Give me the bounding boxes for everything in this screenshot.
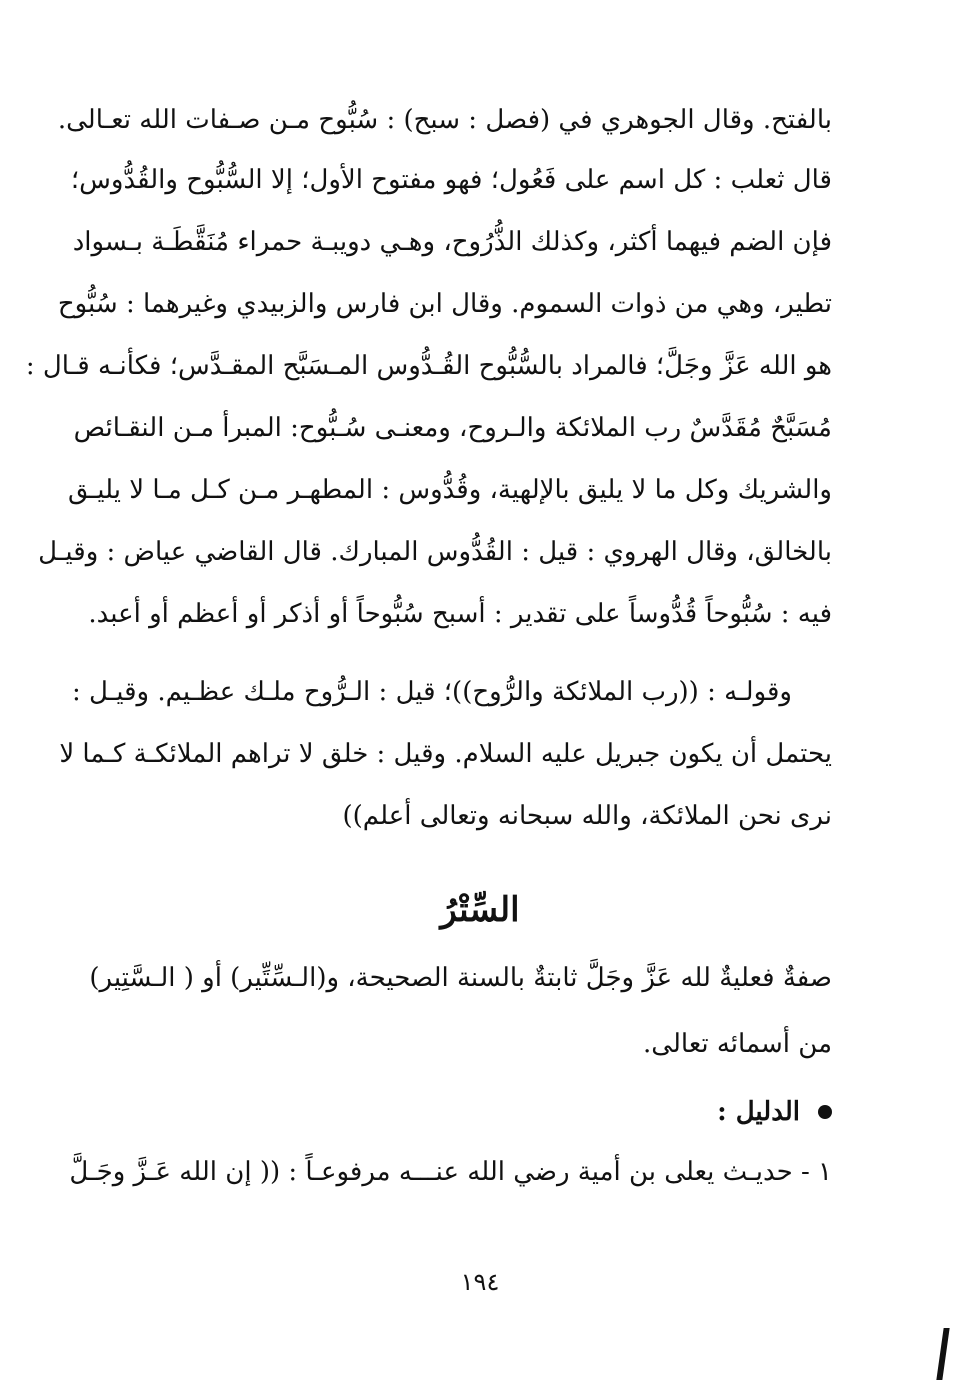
- scan-edge-mark: [936, 1328, 949, 1380]
- page-number: ١٩٤: [460, 1268, 500, 1296]
- text-line: فيه : سُبُّوحاً قُدُّوساً على تقدير : أسبح سُبُّوحاً أو أذكر أو أعظم أو أعبد.: [88, 599, 832, 629]
- text-line: يحتمل أن يكون جبريل عليه السلام. وقيل : خلق لا تراهم الملائكـة كـما لا: [59, 739, 832, 769]
- evidence-title: [717, 1086, 832, 1138]
- text-line: نرى نحن الملائكة، والله سبحانه وتعالى أعلم)): [342, 801, 832, 831]
- text-line: هو الله عَزَّ وجَلَّ؛ فالمراد بالسُّبُّوح القُـدُّوس المـسَبَّح المقـدَّس؛ فكأنـه قـال :: [25, 351, 832, 381]
- section-heading: السِّتْرُ: [440, 890, 520, 930]
- text-line: بالفتح. وقال الجوهري في (فصل : سبح) : سُبُّوح مـن صـفات الله تعـالى.: [57, 105, 832, 135]
- text-line: صفةٌ فعليةٌ لله عَزَّ وجَلَّ ثابتةٌ بالسنة الصحيحة، و(الـسِّتِّير) أو ( الـسَّتِير): [89, 963, 832, 993]
- bullet-icon: [818, 1105, 832, 1119]
- text-line: بالخالق، وقال الهروي : قيل : القُدُّوس المبارك. قال القاضي عياض : وقيـل: [38, 537, 832, 567]
- text-line: قال ثعلب : كل اسم على فَعُول؛ فهو مفتوح الأول؛ إلا السُّبُّوح والقُدُّوس؛: [70, 165, 832, 195]
- text-line: مُسَبَّحٌ مُقَدَّسٌ رب الملائكة والـروح، ومعنـى سُـبُّوح: المبرأ مـن النقـائص: [73, 413, 832, 443]
- text-line: فإن الضم فيهما أكثر، وكذلك الذُّرُوح، وهـي دويبـة حمراء مُنَقَّطَـة بـسواد: [72, 227, 832, 257]
- text-line: والشريك وكل ما لا يليق بالإلهية، وقُدُّوس : المطهـر مـن كـل مـا لا يليـق: [67, 475, 832, 505]
- text-line: من أسمائه تعالى.: [643, 1029, 832, 1059]
- evidence-label: الدليل :: [717, 1097, 800, 1127]
- text-line: تطير، وهي من ذوات السموم. وقال ابن فارس والزبيدي وغيرهما : سُبُّوح: [57, 289, 832, 319]
- text-line: وقولـه : ((رب الملائكة والرُّوح))؛ قيل : الـرُّوح ملـك عظـيم. وقيـل :: [71, 677, 792, 707]
- text-line: ١ - حديـث يعلى بن أمية رضي الله عنـــه مرفوعـاً : (( إن الله عَـزَّ وجَـلَّ: [69, 1157, 832, 1187]
